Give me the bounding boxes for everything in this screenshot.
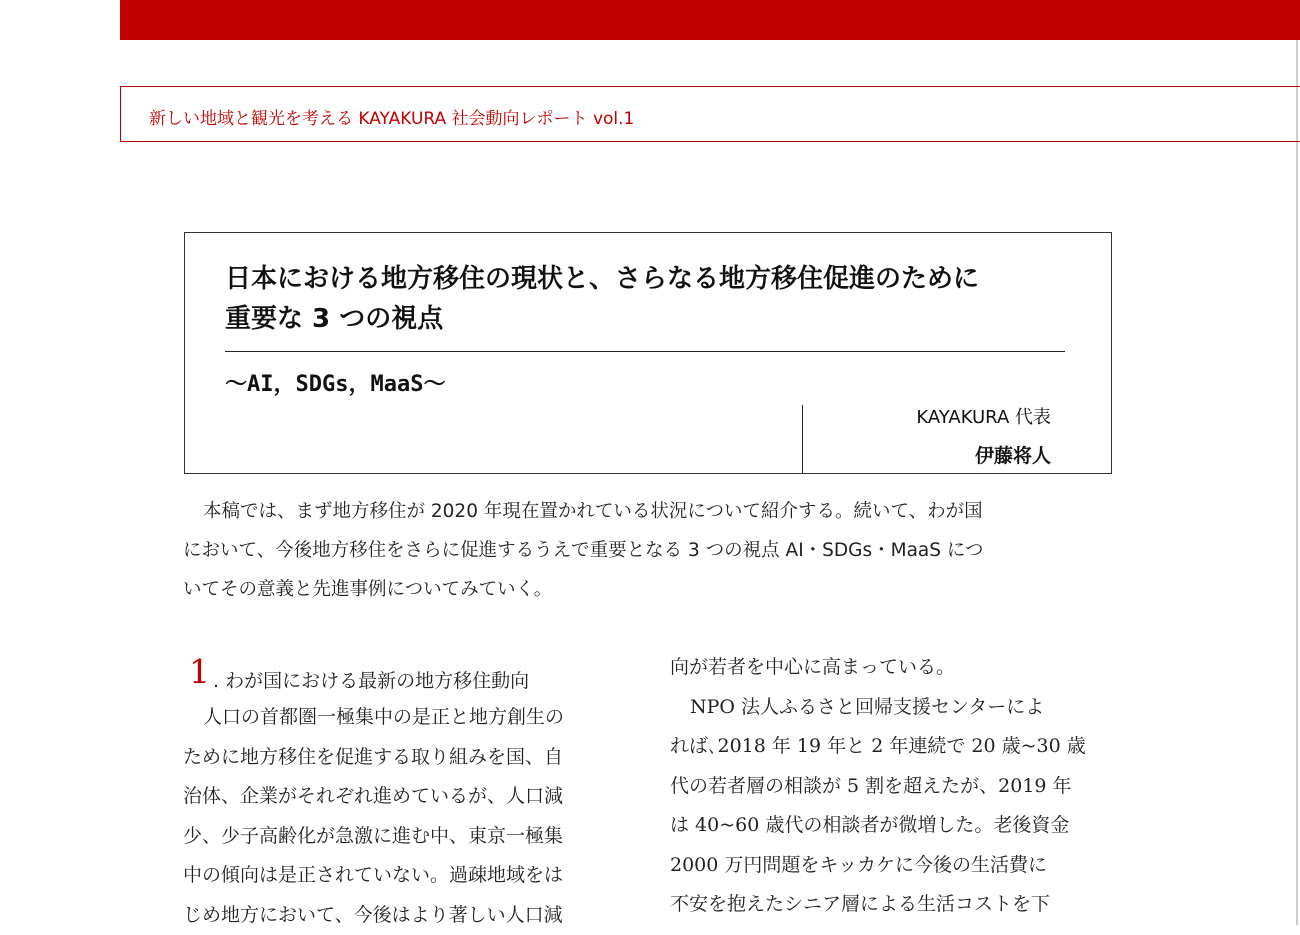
left-column xyxy=(183,652,633,935)
report-header xyxy=(120,86,1300,142)
title-rule xyxy=(225,351,1065,352)
body-line: 2000 万円問題をキッカケに今後の生活費に xyxy=(670,846,1120,886)
body-line: 不安を抱えたシニア層による生活コストを下 xyxy=(670,885,1120,925)
section-title: . わが国における最新の地方移住動向 xyxy=(213,666,529,693)
author-name: 伊藤将人 xyxy=(975,441,1051,468)
title-line-2: 重要な 3 つの視点 xyxy=(225,299,1075,339)
body-line: 人口の首都圏一極集中の是正と地方創生の xyxy=(183,698,633,738)
section-heading xyxy=(183,652,633,698)
right-column xyxy=(670,648,1120,925)
intro-line: 本稿では、まず地方移住が 2020 年現在置かれている状況について紹介する。続いて、わが国 xyxy=(183,492,1118,531)
body-line: 少、少子高齢化が急激に進む中、東京一極集 xyxy=(183,817,633,857)
body-line: NPO 法人ふるさと回帰支援センターによ xyxy=(670,688,1120,728)
series-title: 新しい地域と観光を考える KAYAKURA 社会動向レポート vol.1 xyxy=(149,104,634,129)
intro-line: いてその意義と先進事例についてみていく。 xyxy=(183,570,1118,609)
article-title xyxy=(225,259,1075,339)
author-divider xyxy=(802,405,803,474)
body-line: 治体、企業がそれぞれ進めているが、人口減 xyxy=(183,777,633,817)
section-number: 1 xyxy=(189,652,210,691)
left-column-body xyxy=(183,698,633,935)
body-line: 中の傾向は是正されていない。過疎地域をは xyxy=(183,856,633,896)
intro-line: において、今後地方移住をさらに促進するうえで重要となる 3 つの視点 AI・SDGs・MaaS につ xyxy=(183,531,1118,570)
title-box xyxy=(184,232,1112,474)
title-line-1: 日本における地方移住の現状と、さらなる地方移住促進のために xyxy=(225,259,1075,299)
right-column-body xyxy=(670,648,1120,925)
page-edge-divider xyxy=(1296,40,1298,925)
body-line: ために地方移住を促進する取り組みを国、自 xyxy=(183,738,633,778)
article-subtitle: 〜AI，SDGs，MaaS〜 xyxy=(225,367,445,398)
body-line: 代の若者層の相談が 5 割を超えたが、2019 年 xyxy=(670,767,1120,807)
body-line: 向が若者を中心に高まっている。 xyxy=(670,648,1120,688)
body-line: じめ地方において、今後はより著しい人口減 xyxy=(183,896,633,935)
author-organization: KAYAKURA 代表 xyxy=(916,403,1051,429)
top-red-bar xyxy=(120,0,1300,40)
body-line: は 40~60 歳代の相談者が微増した。老後資金 xyxy=(670,806,1120,846)
intro-paragraph xyxy=(183,492,1118,609)
body-line: れば､2018 年 19 年と 2 年連続で 20 歳~30 歳 xyxy=(670,727,1120,767)
